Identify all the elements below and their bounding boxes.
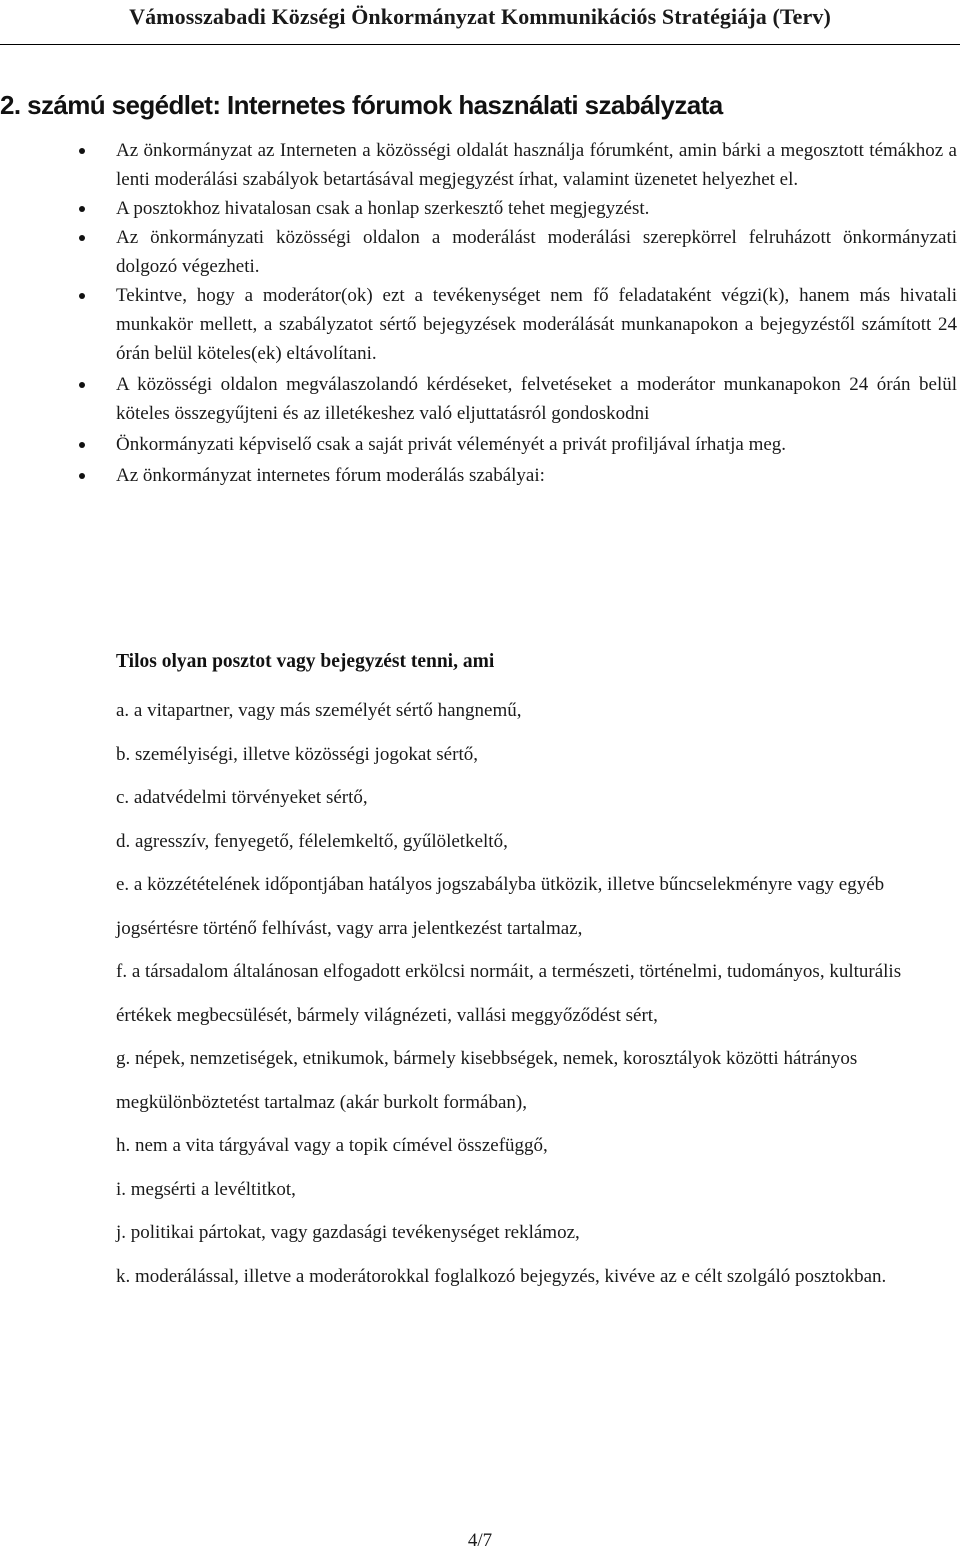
header-divider (0, 44, 960, 45)
bullet-item: Az önkormányzati közösségi oldalon a moderálást moderálási szerepkörrel felruházott önkormányzati dolgozó végezheti. (0, 223, 960, 281)
section-title: 2. számú segédlet: Internetes fórumok használati szabályzata (0, 90, 723, 120)
rules-list (116, 689, 946, 1298)
rule-item: g. népek, nemzetiségek, etnikumok, bármely kisebbségek, nemek, korosztályok közötti hátrányos megkülönböztetést tartalmaz (akár burkolt formában), (116, 1048, 858, 1113)
page-number: 4/7 (467, 1530, 493, 1551)
bullet-item: Tekintve, hogy a moderátor(ok) ezt a tevékenységet nem fő feladataként végzi(k), hanem más hivatali munkakör mellett, a szabályzatot sértő bejegyzések moderálását munkanapokon a bejegyzéstől számított 24 órán belül köteles(ek) eltávolítani. (0, 281, 960, 368)
rule-item: b. személyiségi, illetve közösségi jogokat sértő, (116, 743, 478, 765)
rule-item: i. megsérti a levéltitkot, (116, 1178, 296, 1200)
rule-item: j. politikai pártokat, vagy gazdasági tevékenységet reklámoz, (116, 1222, 580, 1243)
rules-subheading: Tilos olyan posztot vagy bejegyzést tenni, ami (116, 651, 495, 672)
bullet-list (0, 136, 960, 490)
rule-item: h. nem a vita tárgyával vagy a topik címével összefüggő, (116, 1135, 548, 1156)
bullet-item: A posztokhoz hivatalosan csak a honlap szerkesztő tehet megjegyzést. (0, 194, 960, 223)
document-header: Vámosszabadi Községi Önkormányzat Kommunikációs Stratégiája (Terv) (129, 4, 831, 29)
rule-item: d. agresszív, fenyegető, félelemkeltő, gyűlöletkeltő, (116, 830, 508, 852)
bullet-item: Az önkormányzat az Interneten a közösségi oldalát használja fórumként, amin bárki a megosztott témákhoz a lenti moderálási szabályok betartásával megjegyzést írhat, valamint üzenetet helyezhet el. (0, 136, 960, 194)
rule-item: e. a közzétételének időpontjában hatályos jogszabályba ütközik, illetve bűncselekményre vagy egyéb jogsértésre történő felhívást, vagy arra jelentkezést tartalmaz, (116, 874, 885, 939)
rule-item: a. a vitapartner, vagy más személyét sértő hangnemű, (116, 700, 522, 721)
rule-item: f. a társadalom általánosan elfogadott erkölcsi normáit, a természeti, történelmi, tudományos, kulturális értékek megbecsülését, bármely világnézeti, vallási meggyőződést sért, (116, 961, 902, 1026)
bullet-item: Az önkormányzat internetes fórum moderálás szabályai: (0, 461, 960, 490)
rule-item: c. adatvédelmi törvényeket sértő, (116, 787, 368, 808)
bullet-item: A közösségi oldalon megválaszolandó kérdéseket, felvetéseket a moderátor munkanapokon 24 órán belül köteles összegyűjteni és az illetékeshez való eljuttatásról gondoskodni (0, 370, 960, 428)
rule-item: k. moderálással, illetve a moderátorokkal foglalkozó bejegyzés, kivéve az e célt szolgáló posztokban. (116, 1265, 887, 1287)
bullet-item: Önkormányzati képviselő csak a saját privát véleményét a privát profiljával írhatja meg. (0, 430, 960, 459)
